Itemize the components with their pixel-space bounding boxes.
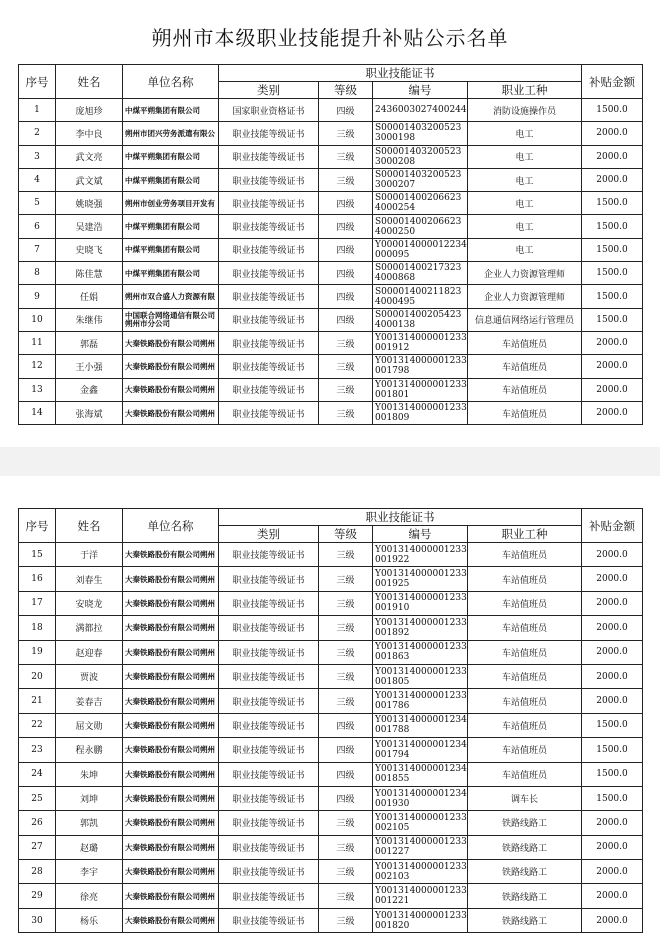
cell-level: 三级	[319, 378, 373, 401]
cell-unit: 大秦铁路股份有限公司朔州	[123, 786, 219, 810]
cell-trade: 车站值班员	[468, 713, 582, 737]
cell-name: 陈佳慧	[56, 262, 123, 285]
page-1	[0, 0, 660, 447]
cell-name: 杨乐	[56, 908, 123, 932]
table-row	[19, 262, 643, 285]
cell-amount: 2000.0	[582, 122, 643, 145]
cell-name: 金鑫	[56, 378, 123, 401]
cell-amount: 2000.0	[582, 860, 643, 884]
cell-seq: 20	[19, 664, 56, 688]
cell-trade: 铁路线路工	[468, 835, 582, 859]
cell-name: 满都拉	[56, 616, 123, 640]
cell-level: 四级	[319, 738, 373, 762]
cell-cert-number: Y001314000001233001221	[373, 884, 468, 908]
cell-category: 职业技能等级证书	[219, 262, 319, 285]
table-row	[19, 355, 643, 378]
table-body-page-2	[19, 543, 643, 933]
cell-category: 职业技能等级证书	[219, 401, 319, 424]
cell-name: 安晓龙	[56, 591, 123, 615]
cell-trade: 车站值班员	[468, 762, 582, 786]
table-row	[19, 99, 643, 122]
table-row	[19, 616, 643, 640]
cell-cert-number: S000014032005233000208	[373, 145, 468, 168]
cell-seq: 12	[19, 355, 56, 378]
table-row	[19, 689, 643, 713]
table-row	[19, 192, 643, 215]
cell-name: 李宇	[56, 860, 123, 884]
cell-seq: 1	[19, 99, 56, 122]
table-row	[19, 908, 643, 932]
cell-level: 三级	[319, 908, 373, 932]
cell-amount: 2000.0	[582, 591, 643, 615]
cell-unit: 朔州市创业劳务项目开发有	[123, 192, 219, 215]
cell-name: 姜春吉	[56, 689, 123, 713]
table-row	[19, 401, 643, 424]
cell-unit: 中国联合网络通信有限公司朔州市分公司	[123, 308, 219, 331]
cell-seq: 13	[19, 378, 56, 401]
cell-amount: 1500.0	[582, 262, 643, 285]
cell-level: 四级	[319, 262, 373, 285]
cell-seq: 24	[19, 762, 56, 786]
table-row	[19, 238, 643, 261]
cell-level: 三级	[319, 616, 373, 640]
cell-trade: 企业人力资源管理师	[468, 285, 582, 308]
cell-cert-number: Y001314000001233002103	[373, 860, 468, 884]
cell-trade: 车站值班员	[468, 378, 582, 401]
cell-cert-number: Y001314000001233001910	[373, 591, 468, 615]
cell-amount: 2000.0	[582, 908, 643, 932]
cell-trade: 铁路线路工	[468, 884, 582, 908]
header-unit: 单位名称	[123, 509, 219, 543]
cell-trade: 车站值班员	[468, 331, 582, 354]
cell-category: 职业技能等级证书	[219, 591, 319, 615]
cell-trade: 电工	[468, 238, 582, 261]
cell-trade: 电工	[468, 122, 582, 145]
cell-amount: 2000.0	[582, 689, 643, 713]
cell-trade: 铁路线路工	[468, 908, 582, 932]
cell-cert-number: Y001314000001234001855	[373, 762, 468, 786]
cell-seq: 21	[19, 689, 56, 713]
cell-cert-number: S000014032005233000207	[373, 168, 468, 191]
header-level: 等级	[319, 82, 373, 99]
table-row	[19, 860, 643, 884]
cell-level: 四级	[319, 99, 373, 122]
table-row	[19, 168, 643, 191]
table-row	[19, 884, 643, 908]
cell-seq: 25	[19, 786, 56, 810]
cell-category: 职业技能等级证书	[219, 762, 319, 786]
cell-cert-number: S000014002066234000254	[373, 192, 468, 215]
cell-trade: 车站值班员	[468, 355, 582, 378]
cell-category: 职业技能等级证书	[219, 331, 319, 354]
cell-amount: 2000.0	[582, 145, 643, 168]
header-cert-group: 职业技能证书	[219, 509, 582, 526]
cell-level: 三级	[319, 811, 373, 835]
cell-amount: 1500.0	[582, 285, 643, 308]
cell-amount: 2000.0	[582, 378, 643, 401]
cell-cert-number: 2436003027400244	[373, 99, 468, 122]
cell-seq: 29	[19, 884, 56, 908]
cell-unit: 中煤平朔集团有限公司	[123, 99, 219, 122]
cell-name: 朱坤	[56, 762, 123, 786]
cell-level: 四级	[319, 238, 373, 261]
cell-category: 职业技能等级证书	[219, 145, 319, 168]
cell-name: 程永鹏	[56, 738, 123, 762]
cell-level: 三级	[319, 640, 373, 664]
cell-seq: 23	[19, 738, 56, 762]
cell-category: 职业技能等级证书	[219, 811, 319, 835]
table-row	[19, 591, 643, 615]
cell-trade: 车站值班员	[468, 689, 582, 713]
table-row	[19, 308, 643, 331]
cell-trade: 铁路线路工	[468, 811, 582, 835]
cell-seq: 8	[19, 262, 56, 285]
cell-cert-number: Y001314000001233001922	[373, 543, 468, 567]
cell-cert-number: Y000014000012234000095	[373, 238, 468, 261]
table-body-page-1	[19, 99, 643, 425]
cell-amount: 2000.0	[582, 640, 643, 664]
cell-category: 职业技能等级证书	[219, 640, 319, 664]
cell-name: 郭凯	[56, 811, 123, 835]
cell-cert-number: Y001314000001233001805	[373, 664, 468, 688]
cell-trade: 消防设施操作员	[468, 99, 582, 122]
cell-trade: 车站值班员	[468, 640, 582, 664]
cell-trade: 电工	[468, 192, 582, 215]
subsidy-table-page-2	[18, 508, 643, 933]
cell-level: 三级	[319, 543, 373, 567]
cell-unit: 大秦铁路股份有限公司朔州	[123, 543, 219, 567]
cell-level: 三级	[319, 331, 373, 354]
cell-unit: 大秦铁路股份有限公司朔州	[123, 640, 219, 664]
cell-cert-number: Y001314000001233002105	[373, 811, 468, 835]
table-row	[19, 543, 643, 567]
document-title: 朔州市本级职业技能提升补贴公示名单	[151, 26, 509, 50]
cell-category: 职业技能等级证书	[219, 122, 319, 145]
table-row	[19, 215, 643, 238]
cell-cert-number: S000014002054234000138	[373, 308, 468, 331]
cell-category: 职业技能等级证书	[219, 168, 319, 191]
cell-unit: 大秦铁路股份有限公司朔州	[123, 689, 219, 713]
cell-level: 三级	[319, 355, 373, 378]
page-2	[0, 476, 660, 950]
cell-unit: 大秦铁路股份有限公司朔州	[123, 331, 219, 354]
page-gap	[0, 447, 660, 476]
table-row	[19, 122, 643, 145]
table-row	[19, 664, 643, 688]
header-cert-group: 职业技能证书	[219, 65, 582, 82]
cell-category: 职业技能等级证书	[219, 567, 319, 591]
cell-level: 三级	[319, 591, 373, 615]
cell-seq: 2	[19, 122, 56, 145]
cell-unit: 大秦铁路股份有限公司朔州	[123, 591, 219, 615]
cell-name: 武文亮	[56, 145, 123, 168]
cell-amount: 2000.0	[582, 355, 643, 378]
cell-unit: 大秦铁路股份有限公司朔州	[123, 762, 219, 786]
cell-category: 职业技能等级证书	[219, 664, 319, 688]
cell-seq: 30	[19, 908, 56, 932]
cell-name: 于洋	[56, 543, 123, 567]
cell-level: 三级	[319, 860, 373, 884]
cell-cert-number: Y001314000001233001786	[373, 689, 468, 713]
cell-name: 朱继伟	[56, 308, 123, 331]
table-row	[19, 811, 643, 835]
cell-category: 职业技能等级证书	[219, 689, 319, 713]
cell-amount: 2000.0	[582, 168, 643, 191]
cell-unit: 大秦铁路股份有限公司朔州	[123, 664, 219, 688]
table-row	[19, 331, 643, 354]
cell-unit: 中煤平朔集团有限公司	[123, 262, 219, 285]
cell-level: 三级	[319, 122, 373, 145]
cell-seq: 22	[19, 713, 56, 737]
table-row	[19, 285, 643, 308]
cell-cert-number: S000014002066234000250	[373, 215, 468, 238]
cell-cert-number: S000014032005233000198	[373, 122, 468, 145]
cell-trade: 车站值班员	[468, 401, 582, 424]
cell-trade: 铁路线路工	[468, 860, 582, 884]
cell-seq: 28	[19, 860, 56, 884]
subsidy-table-page-1	[18, 64, 643, 425]
header-number: 编号	[373, 82, 468, 99]
table-row	[19, 835, 643, 859]
cell-category: 职业技能等级证书	[219, 835, 319, 859]
cell-seq: 16	[19, 567, 56, 591]
table-row	[19, 567, 643, 591]
cell-name: 赵璐	[56, 835, 123, 859]
cell-seq: 3	[19, 145, 56, 168]
cell-level: 三级	[319, 401, 373, 424]
cell-unit: 大秦铁路股份有限公司朔州	[123, 355, 219, 378]
cell-trade: 电工	[468, 215, 582, 238]
cell-amount: 2000.0	[582, 543, 643, 567]
cell-name: 赵迎春	[56, 640, 123, 664]
cell-level: 四级	[319, 215, 373, 238]
cell-seq: 11	[19, 331, 56, 354]
cell-name: 吴建浩	[56, 215, 123, 238]
cell-trade: 调车长	[468, 786, 582, 810]
cell-unit: 朔州市团兴劳务派遣有限公	[123, 122, 219, 145]
cell-category: 职业技能等级证书	[219, 616, 319, 640]
cell-cert-number: Y001314000001233001925	[373, 567, 468, 591]
cell-name: 刘春生	[56, 567, 123, 591]
cell-amount: 1500.0	[582, 308, 643, 331]
cell-category: 职业技能等级证书	[219, 908, 319, 932]
cell-amount: 1500.0	[582, 786, 643, 810]
cell-level: 四级	[319, 308, 373, 331]
table-row	[19, 378, 643, 401]
cell-name: 任娟	[56, 285, 123, 308]
cell-amount: 1500.0	[582, 238, 643, 261]
table-row	[19, 713, 643, 737]
header-category: 类别	[219, 82, 319, 99]
cell-seq: 15	[19, 543, 56, 567]
cell-amount: 2000.0	[582, 835, 643, 859]
cell-unit: 大秦铁路股份有限公司朔州	[123, 908, 219, 932]
cell-category: 职业技能等级证书	[219, 238, 319, 261]
header-amount: 补贴金额	[582, 509, 643, 543]
table-row	[19, 786, 643, 810]
cell-amount: 1500.0	[582, 762, 643, 786]
cell-name: 刘坤	[56, 786, 123, 810]
cell-amount: 1500.0	[582, 738, 643, 762]
cell-level: 四级	[319, 192, 373, 215]
cell-unit: 大秦铁路股份有限公司朔州	[123, 713, 219, 737]
cell-seq: 19	[19, 640, 56, 664]
cell-unit: 大秦铁路股份有限公司朔州	[123, 884, 219, 908]
cell-trade: 车站值班员	[468, 616, 582, 640]
cell-name: 庞旭珍	[56, 99, 123, 122]
cell-category: 职业技能等级证书	[219, 884, 319, 908]
cell-level: 三级	[319, 168, 373, 191]
cell-seq: 10	[19, 308, 56, 331]
cell-level: 四级	[319, 786, 373, 810]
cell-name: 姚晓强	[56, 192, 123, 215]
header-unit: 单位名称	[123, 65, 219, 99]
cell-cert-number: Y001314000001234001794	[373, 738, 468, 762]
table-row	[19, 145, 643, 168]
cell-unit: 大秦铁路股份有限公司朔州	[123, 401, 219, 424]
cell-trade: 车站值班员	[468, 567, 582, 591]
cell-category: 职业技能等级证书	[219, 378, 319, 401]
cell-amount: 1500.0	[582, 215, 643, 238]
table-row	[19, 762, 643, 786]
cell-trade: 电工	[468, 145, 582, 168]
cell-amount: 2000.0	[582, 884, 643, 908]
cell-level: 三级	[319, 664, 373, 688]
cell-name: 徐亮	[56, 884, 123, 908]
cell-category: 国家职业资格证书	[219, 99, 319, 122]
cell-cert-number: S000014002173234000868	[373, 262, 468, 285]
cell-unit: 大秦铁路股份有限公司朔州	[123, 860, 219, 884]
cell-category: 职业技能等级证书	[219, 738, 319, 762]
cell-name: 王小强	[56, 355, 123, 378]
table-row	[19, 738, 643, 762]
cell-unit: 中煤平朔集团有限公司	[123, 168, 219, 191]
cell-name: 郭磊	[56, 331, 123, 354]
cell-trade: 电工	[468, 168, 582, 191]
cell-name: 史晓飞	[56, 238, 123, 261]
header-trade: 职业工种	[468, 526, 582, 543]
cell-unit: 朔州市双合盛人力资源有限	[123, 285, 219, 308]
cell-unit: 大秦铁路股份有限公司朔州	[123, 835, 219, 859]
header-seq: 序号	[19, 509, 56, 543]
cell-amount: 1500.0	[582, 713, 643, 737]
cell-unit: 大秦铁路股份有限公司朔州	[123, 378, 219, 401]
cell-unit: 中煤平朔集团有限公司	[123, 215, 219, 238]
cell-cert-number: Y001314000001233001912	[373, 331, 468, 354]
cell-amount: 2000.0	[582, 567, 643, 591]
cell-trade: 信息通信网络运行管理员	[468, 308, 582, 331]
cell-category: 职业技能等级证书	[219, 543, 319, 567]
cell-seq: 7	[19, 238, 56, 261]
cell-name: 武文斌	[56, 168, 123, 191]
cell-trade: 企业人力资源管理师	[468, 262, 582, 285]
cell-name: 贾波	[56, 664, 123, 688]
cell-seq: 26	[19, 811, 56, 835]
cell-seq: 17	[19, 591, 56, 615]
cell-level: 三级	[319, 145, 373, 168]
cell-name: 张海斌	[56, 401, 123, 424]
cell-category: 职业技能等级证书	[219, 308, 319, 331]
cell-seq: 27	[19, 835, 56, 859]
header-trade: 职业工种	[468, 82, 582, 99]
cell-amount: 2000.0	[582, 331, 643, 354]
cell-amount: 2000.0	[582, 401, 643, 424]
cell-unit: 大秦铁路股份有限公司朔州	[123, 567, 219, 591]
cell-category: 职业技能等级证书	[219, 285, 319, 308]
cell-cert-number: Y001314000001233001227	[373, 835, 468, 859]
header-amount: 补贴金额	[582, 65, 643, 99]
header-level: 等级	[319, 526, 373, 543]
cell-level: 四级	[319, 285, 373, 308]
cell-seq: 14	[19, 401, 56, 424]
cell-cert-number: Y001314000001233001798	[373, 355, 468, 378]
cell-category: 职业技能等级证书	[219, 786, 319, 810]
header-number: 编号	[373, 526, 468, 543]
cell-cert-number: Y001314000001234001788	[373, 713, 468, 737]
cell-cert-number: Y001314000001233001801	[373, 378, 468, 401]
cell-unit: 中煤平朔集团有限公司	[123, 145, 219, 168]
cell-cert-number: Y001314000001233001820	[373, 908, 468, 932]
cell-amount: 2000.0	[582, 664, 643, 688]
cell-cert-number: Y001314000001233001809	[373, 401, 468, 424]
cell-cert-number: S000014002118234000495	[373, 285, 468, 308]
cell-level: 四级	[319, 762, 373, 786]
cell-seq: 5	[19, 192, 56, 215]
header-seq: 序号	[19, 65, 56, 99]
cell-trade: 车站值班员	[468, 591, 582, 615]
header-name: 姓名	[56, 509, 123, 543]
cell-level: 三级	[319, 689, 373, 713]
cell-trade: 车站值班员	[468, 664, 582, 688]
cell-amount: 2000.0	[582, 616, 643, 640]
cell-category: 职业技能等级证书	[219, 713, 319, 737]
cell-unit: 大秦铁路股份有限公司朔州	[123, 616, 219, 640]
header-category: 类别	[219, 526, 319, 543]
cell-seq: 4	[19, 168, 56, 191]
cell-amount: 1500.0	[582, 99, 643, 122]
cell-cert-number: Y001314000001234001930	[373, 786, 468, 810]
cell-unit: 大秦铁路股份有限公司朔州	[123, 738, 219, 762]
cell-level: 三级	[319, 567, 373, 591]
cell-trade: 车站值班员	[468, 543, 582, 567]
cell-seq: 6	[19, 215, 56, 238]
cell-level: 三级	[319, 835, 373, 859]
cell-seq: 9	[19, 285, 56, 308]
cell-category: 职业技能等级证书	[219, 192, 319, 215]
cell-category: 职业技能等级证书	[219, 215, 319, 238]
table-row	[19, 640, 643, 664]
cell-amount: 1500.0	[582, 192, 643, 215]
cell-seq: 18	[19, 616, 56, 640]
cell-amount: 2000.0	[582, 811, 643, 835]
cell-name: 李中良	[56, 122, 123, 145]
cell-unit: 大秦铁路股份有限公司朔州	[123, 811, 219, 835]
cell-trade: 车站值班员	[468, 738, 582, 762]
cell-cert-number: Y001314000001233001892	[373, 616, 468, 640]
cell-name: 屈文勋	[56, 713, 123, 737]
cell-cert-number: Y001314000001233001863	[373, 640, 468, 664]
cell-level: 四级	[319, 713, 373, 737]
header-name: 姓名	[56, 65, 123, 99]
cell-category: 职业技能等级证书	[219, 860, 319, 884]
cell-category: 职业技能等级证书	[219, 355, 319, 378]
cell-level: 三级	[319, 884, 373, 908]
cell-unit: 中煤平朔集团有限公司	[123, 238, 219, 261]
